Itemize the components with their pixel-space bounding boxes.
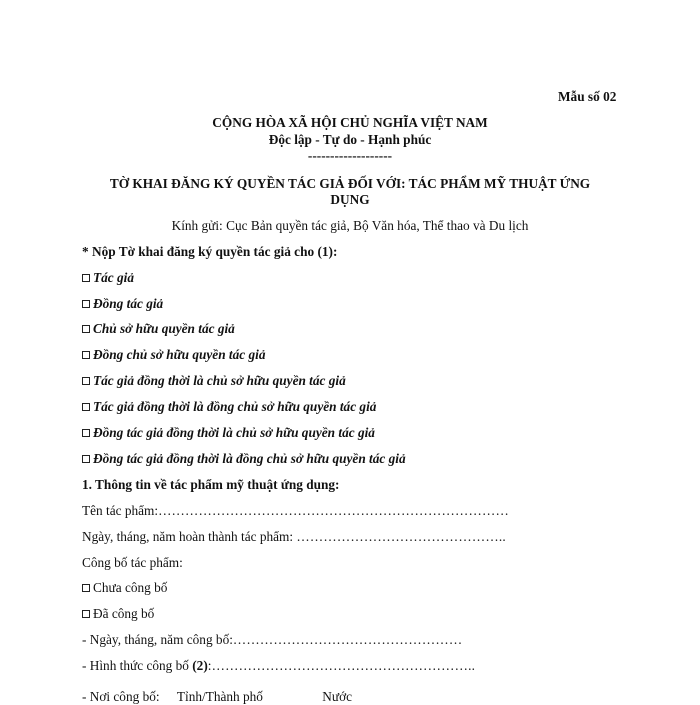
form-number: Mẫu số 02 xyxy=(558,89,617,104)
completion-date-label: Ngày, tháng, năm hoàn thành tác phẩm: xyxy=(82,529,294,544)
publish-date-field[interactable] xyxy=(82,632,462,648)
document-title-line2: DỤNG xyxy=(330,192,370,207)
submit-heading: * Nộp Tờ khai đăng ký quyền tác giả cho (1): xyxy=(82,244,338,259)
work-name-field[interactable] xyxy=(82,503,509,519)
work-info-heading: 1. Thông tin về tác phẩm mỹ thuật ứng dụng: xyxy=(82,477,340,492)
option-tac-gia-chu-so-huu[interactable] xyxy=(82,373,346,389)
publish-form-label: - Hình thức công bố xyxy=(82,658,189,673)
work-name-label: Tên tác phẩm: xyxy=(82,503,159,518)
work-name-dots[interactable]: …………………………………………………………………… xyxy=(158,503,509,518)
nation-name: CỘNG HÒA XÃ HỘI CHỦ NGHĨA VIỆT NAM xyxy=(212,115,488,130)
option-tac-gia[interactable] xyxy=(82,270,134,286)
checkbox[interactable] xyxy=(82,610,90,618)
checkbox[interactable] xyxy=(82,377,90,385)
publish-label: Công bố tác phẩm: xyxy=(82,555,183,570)
option-unpublished[interactable] xyxy=(82,580,167,596)
checkbox[interactable] xyxy=(82,274,90,282)
checkbox[interactable] xyxy=(82,403,90,411)
publish-date-label: - Ngày, tháng, năm công bố: xyxy=(82,632,233,647)
checkbox[interactable] xyxy=(82,429,90,437)
option-published[interactable] xyxy=(82,606,154,622)
publish-place-label: - Nơi công bố: xyxy=(82,689,160,704)
option-label: Tác giả xyxy=(93,270,134,285)
publish-date-dots[interactable]: …………………………………………… xyxy=(232,632,463,647)
checkbox[interactable] xyxy=(82,455,90,463)
option-dong-chu-so-huu[interactable] xyxy=(82,347,265,363)
checkbox[interactable] xyxy=(82,351,90,359)
option-label: Đồng chủ sở hữu quyền tác giả xyxy=(93,347,266,362)
option-tac-gia-dong-chu-so-huu[interactable] xyxy=(82,399,376,415)
separator: ------------------- xyxy=(307,148,393,163)
checkbox[interactable] xyxy=(82,584,90,592)
completion-date-dots[interactable]: ……………………………………….. xyxy=(296,529,506,544)
document-title-line1: TỜ KHAI ĐĂNG KÝ QUYỀN TÁC GIẢ ĐỐI VỚI: TÁC PHẨM MỸ THUẬT ỨNG xyxy=(109,176,591,191)
option-chu-so-huu[interactable] xyxy=(82,321,235,337)
option-label: Đồng tác giả đồng thời là chủ sở hữu quyền tác giả xyxy=(93,425,375,440)
checkbox[interactable] xyxy=(82,325,90,333)
option-dong-tac-gia-chu-so-huu[interactable] xyxy=(82,425,375,441)
publish-form-field[interactable] xyxy=(82,658,475,674)
recipient: Kính gửi: Cục Bản quyền tác giả, Bộ Văn hóa, Thể thao và Du lịch xyxy=(171,218,529,233)
country-label: Nước xyxy=(322,689,353,704)
option-dong-tac-gia-dong-chu-so-huu[interactable] xyxy=(82,451,406,467)
option-label: Tác giả đồng thời là chủ sở hữu quyền tác giả xyxy=(93,373,346,388)
option-label: Đã công bố xyxy=(93,606,155,621)
motto: Độc lập - Tự do - Hạnh phúc xyxy=(268,132,432,147)
option-label: Tác giả đồng thời là đồng chủ sở hữu quyền tác giả xyxy=(93,399,377,414)
option-label: Đồng tác giả đồng thời là đồng chủ sở hữu quyền tác giả xyxy=(93,451,406,466)
option-label: Đồng tác giả xyxy=(93,296,164,311)
publish-place-field[interactable] xyxy=(82,689,352,705)
publish-form-dots[interactable]: :………………………………………………….. xyxy=(207,658,476,673)
publish-form-note: (2) xyxy=(192,658,208,673)
province-label: Tỉnh/Thành phố xyxy=(176,689,263,704)
option-label: Chưa công bố xyxy=(93,580,168,595)
completion-date-field[interactable] xyxy=(82,529,506,545)
option-label: Chủ sở hữu quyền tác giả xyxy=(93,321,235,336)
checkbox[interactable] xyxy=(82,300,90,308)
option-dong-tac-gia[interactable] xyxy=(82,296,163,312)
